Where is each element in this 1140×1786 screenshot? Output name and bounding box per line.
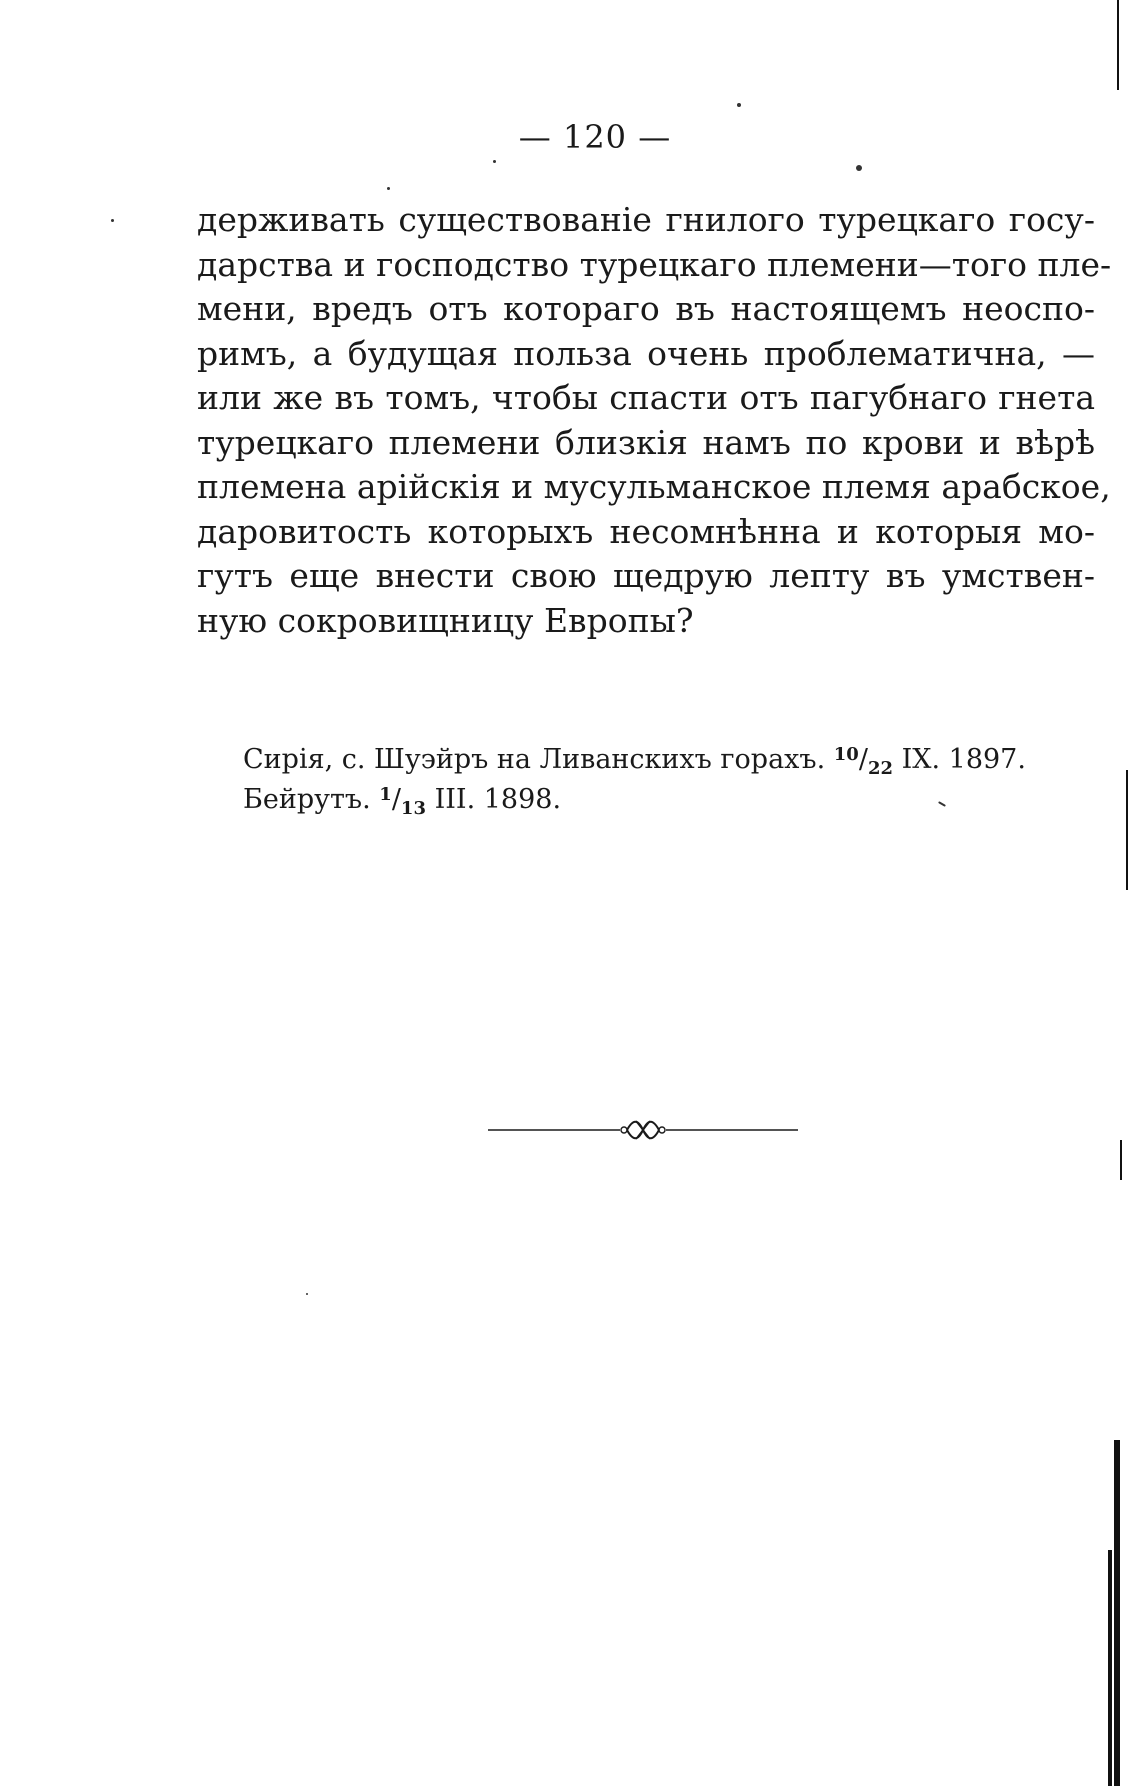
knot-ornament-icon [488,1115,798,1145]
body-line: турецкаго племени близкія намъ по крови и вѣрѣ [197,422,1095,462]
fraction-numerator: 10 [833,744,859,765]
signature-place: Сирія, с. Шуэйръ на Ливанскихъ горахъ. [243,744,826,775]
body-line: ную сокровищницу Европы? [197,600,694,640]
body-line: дарства и господство турецкаго племени—того пле- [197,244,1112,284]
page-edge [1126,770,1128,890]
fraction-denominator: 22 [867,758,893,779]
page-edge [1114,1440,1120,1786]
signature-date: IX. 1897. [901,744,1026,775]
date-fraction: $^{10}/_{22}$ [833,744,893,779]
scan-speck [737,103,741,107]
scan-speck [111,219,114,222]
scan-speck [856,165,862,171]
body-line: даровитость которыхъ несомнѣнна и которыя мо- [197,511,1095,551]
signature-line-2 [243,775,1073,819]
page-number: — 120 — [518,118,672,156]
body-paragraph [197,198,1112,643]
body-line: римъ, а будущая польза очень проблематична, — [197,333,1095,373]
body-line: мени, вредъ отъ котораго въ настоящемъ неоспо- [197,289,1095,328]
page-edge [1117,0,1119,90]
body-line: держивать существованіе гнилого турецкаго госу- [197,200,1095,239]
page-edge [1120,1140,1122,1180]
scan-speck [387,187,390,190]
signature-place: Бейрутъ. [243,784,371,815]
signature-date: III. 1898. [434,784,562,815]
fraction-numerator: 1 [379,784,392,805]
scan-speck [493,160,496,163]
body-line: племена арійскія и мусульманское племя арабское, [197,467,1111,506]
body-line: или же въ томъ, чтобы спасти отъ пагубнаго гнета [197,378,1095,417]
scan-speck [306,1293,308,1295]
date-fraction: $^1/_{13}$ [379,784,426,819]
signature-line-1 [243,735,1073,779]
fraction-denominator: 13 [400,798,426,819]
body-line: гутъ еще внести свою щедрую лепту въ умствен- [197,556,1095,595]
signature-block [243,735,1073,819]
page-edge [1108,1550,1112,1786]
